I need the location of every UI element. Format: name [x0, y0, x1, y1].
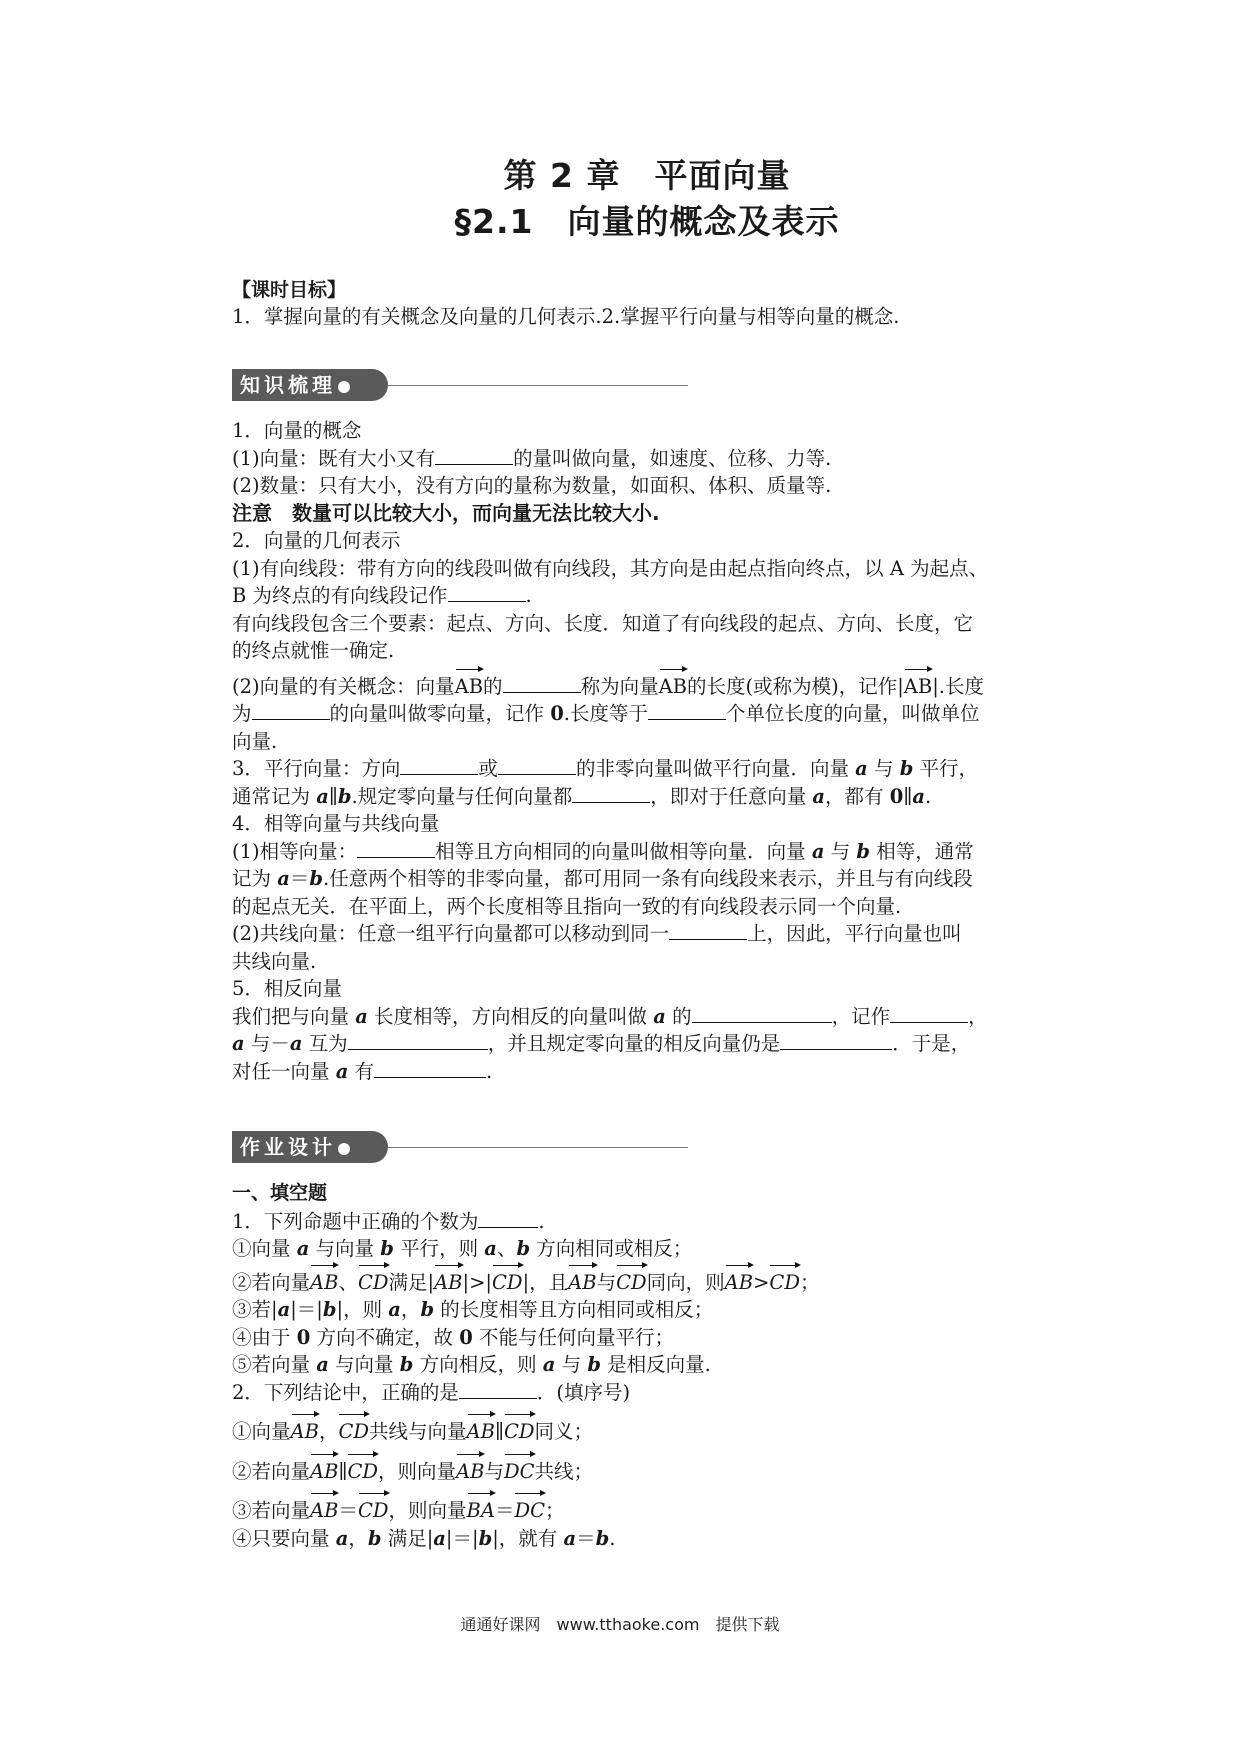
blank[interactable] — [435, 446, 513, 465]
section-label: 作业设计 — [240, 1135, 336, 1159]
option: ②若向量AB∥CD，则向量AB与DC共线； — [232, 1458, 1062, 1486]
section-title: §2.1 向量的概念及表示 — [454, 202, 840, 241]
heading: 1．向量的概念 — [232, 419, 362, 442]
homework-content — [232, 1180, 1062, 1552]
paragraph: 共线向量. — [232, 949, 317, 973]
paragraph: (2)向量的有关概念：向量AB的 称为向量AB的长度(或称为模)，记作|AB|.长度 — [232, 673, 1062, 701]
option: ④由于 0 方向不确定，故 0 不能与任何向量平行； — [232, 1325, 674, 1349]
option: ④只要向量 a，b 满足|a|＝|b|，就有 a＝b. — [232, 1526, 616, 1550]
bullet-dot-icon — [338, 1143, 350, 1155]
option: ②若向量AB、CD满足|AB|>|CD|，且AB与CD同向，则AB>CD； — [232, 1269, 1062, 1297]
blank[interactable] — [890, 1004, 968, 1023]
paragraph: (2)共线向量：任意一组平行向量都可以移动到同一 上，因此，平行向量也叫 — [232, 922, 962, 945]
divider — [388, 385, 688, 386]
blank[interactable] — [648, 701, 726, 720]
paragraph: B 为终点的有向线段记作 . — [232, 584, 532, 607]
blank[interactable] — [503, 674, 581, 693]
paragraph: 的起点无关．在平面上，两个长度相等且指向一致的有向线段表示同一个向量. — [232, 894, 902, 918]
blank[interactable] — [692, 1004, 832, 1023]
paragraph: (2)数量：只有大小，没有方向的量称为数量，如面积、体积、质量等. — [232, 474, 832, 497]
option: ①向量AB，CD共线与向量AB∥CD同义； — [232, 1418, 1062, 1446]
chapter-title: 第 2 章 平面向量 — [503, 156, 791, 195]
divider — [388, 1147, 688, 1148]
paragraph: (1)有向线段：带有方向的线段叫做有向线段，其方向是由起点指向终点，以 A 为起点、 — [232, 556, 989, 580]
option: ③若|a|＝|b|，则 a，b 的长度相等且方向相同或相反； — [232, 1298, 714, 1321]
blank[interactable] — [478, 1209, 538, 1228]
blank[interactable] — [400, 756, 478, 775]
paragraph: 为 的向量叫做零向量，记作 0.长度等于 个单位长度的向量，叫做单位 — [232, 702, 980, 725]
paragraph: (1)相等向量： 相等且方向相同的向量叫做相等向量．向量 a 与 b 相等，通常 — [232, 839, 974, 863]
blank[interactable] — [780, 1031, 892, 1050]
blank[interactable] — [357, 839, 435, 858]
blank[interactable] — [252, 701, 330, 720]
paragraph: 对任一向量 a 有 . — [232, 1059, 493, 1083]
page-footer: 通通好课网 www.tthaoke.com 提供下载 — [460, 1615, 780, 1634]
option: ①向量 a 与向量 b 平行，则 a、b 方向相同或相反； — [232, 1237, 693, 1260]
blank[interactable] — [572, 784, 650, 803]
question: 2．下列结论中，正确的是 ．(填序号) — [232, 1380, 631, 1404]
paragraph: 我们把与向量 a 长度相等，方向相反的向量叫做 a 的 ，记作 ， — [232, 1004, 988, 1028]
paragraph: 向量. — [232, 729, 278, 753]
paragraph: 3．平行向量：方向 或 的非零向量叫做平行向量．向量 a 与 b 平行， — [232, 757, 979, 780]
objectives-label: 【课时目标】 — [232, 279, 347, 301]
heading: 2．向量的几何表示 — [232, 529, 401, 552]
paragraph: a 与－a 互为 ，并且规定零向量的相反向量仍是 ．于是， — [232, 1032, 971, 1055]
blank[interactable] — [459, 1380, 537, 1399]
blank[interactable] — [348, 1031, 488, 1050]
heading: 5．相反向量 — [232, 977, 342, 1000]
heading: 4．相等向量与共线向量 — [232, 812, 440, 835]
objectives-text: 1．掌握向量的有关概念及向量的几何表示.2.掌握平行向量与相等向量的概念. — [232, 305, 900, 328]
section-label: 知识梳理 — [240, 373, 336, 397]
note: 注意 数量可以比较大小，而向量无法比较大小. — [232, 500, 660, 525]
blank[interactable] — [448, 583, 526, 602]
paragraph: 的终点就惟一确定. — [232, 639, 395, 662]
blank[interactable] — [669, 921, 747, 940]
knowledge-content — [232, 417, 1062, 1085]
blank[interactable] — [374, 1059, 486, 1078]
option: ③若向量AB＝CD，则向量BA＝DC； — [232, 1497, 1062, 1525]
paragraph: 有向线段包含三个要素：起点、方向、长度．知道了有向线段的起点、方向、长度，它 — [232, 611, 974, 635]
paragraph: 记为 a＝b.任意两个相等的非零向量，都可用同一条有向线段来表示，并且与有向线段 — [232, 867, 973, 890]
bullet-dot-icon — [338, 381, 350, 393]
option: ⑤若向量 a 与向量 b 方向相反，则 a 与 b 是相反向量. — [232, 1353, 711, 1376]
blank[interactable] — [498, 756, 576, 775]
part-heading: 一、填空题 — [232, 1182, 328, 1204]
paragraph: 通常记为 a∥b.规定零向量与任何向量都 ，即对于任意向量 a，都有 0∥a. — [232, 784, 932, 808]
question: 1．下列命题中正确的个数为 . — [232, 1209, 545, 1233]
paragraph: (1)向量：既有大小又有 的量叫做向量，如速度、位移、力等. — [232, 446, 832, 470]
